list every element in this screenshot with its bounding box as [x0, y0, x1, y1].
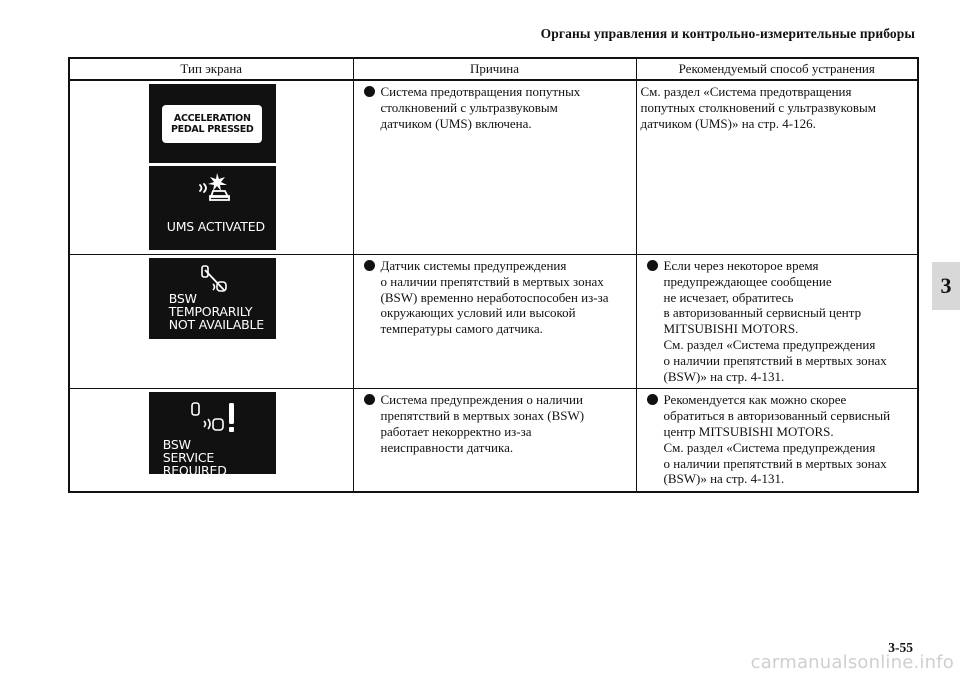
- table-row: [69, 80, 918, 255]
- cause-cell: Датчик системы предупреждения о наличии препятствий в мертвых зонах (BSW) временно неработоспособен из-за окружающих условий или высокой температуры самого датчика.: [353, 255, 636, 389]
- bsw-not-available-label: BSW TEMPORARILY NOT AVAILABLE: [168, 291, 264, 332]
- screen-cell: [69, 255, 353, 389]
- remedy-cell: Если через некоторое время предупреждающее сообщение не исчезает, обратитесь в авторизованный сервисный центр MITSUBISHI MOTORS. См. раздел «Система предупреждения о наличии препятствий в мертвых зонах (BSW)» на стр. 4-131.: [636, 255, 918, 389]
- table-header-row: [69, 58, 918, 80]
- page-header: Органы управления и контрольно-измерительные приборы: [540, 26, 915, 41]
- bsw-service-label: BSW SERVICE REQUIRED: [162, 437, 227, 479]
- bsw-warning-icon: [189, 401, 239, 435]
- bullet-icon: [364, 260, 375, 271]
- column-header-remedy: Рекомендуемый способ устранения: [636, 58, 918, 80]
- bullet-icon: [647, 260, 658, 271]
- bullet-icon: [647, 394, 658, 405]
- ums-icon: [197, 171, 233, 203]
- screen-cell: [69, 80, 353, 255]
- ums-activated-label: UMS ACTIVATED: [166, 219, 265, 235]
- table-row: [69, 389, 918, 492]
- display-bsw-not-available: [149, 258, 276, 339]
- chapter-tab: 3: [932, 262, 960, 310]
- bullet-icon: [364, 394, 375, 405]
- info-table: [68, 57, 919, 493]
- display-bsw-service-required: [149, 392, 276, 479]
- screen-cell: [69, 389, 353, 492]
- display-ums-activated: [149, 166, 276, 250]
- cause-cell: Система предотвращения попутных столкновений с ультразвуковым датчиком (UMS) включена.: [353, 80, 636, 255]
- column-header-cause: Причина: [353, 58, 636, 80]
- remedy-cell: Рекомендуется как можно скорее обратиться в авторизованный сервисный центр MITSUBISHI MOTORS. См. раздел «Система предупреждения о наличии препятствий в мертвых зонах (BSW)» на стр. 4-131.: [636, 389, 918, 492]
- table-row: [69, 255, 918, 389]
- column-header-screen: Тип экрана: [69, 58, 353, 80]
- watermark: carmanualsonline.info: [750, 652, 954, 673]
- remedy-cell: См. раздел «Система предотвращения попутных столкновений с ультразвуковым датчиком (UMS)» на стр. 4-126.: [636, 80, 918, 255]
- cause-cell: Система предупреждения о наличии препятствий в мертвых зонах (BSW) работает некорректно из-за неисправности датчика.: [353, 389, 636, 492]
- bsw-off-icon: [199, 264, 229, 294]
- bullet-icon: [364, 86, 375, 97]
- accel-pedal-message: ACCELERATION PEDAL PRESSED: [162, 105, 262, 143]
- page-number: 3-55: [888, 640, 913, 655]
- display-accel-pedal: [149, 84, 276, 163]
